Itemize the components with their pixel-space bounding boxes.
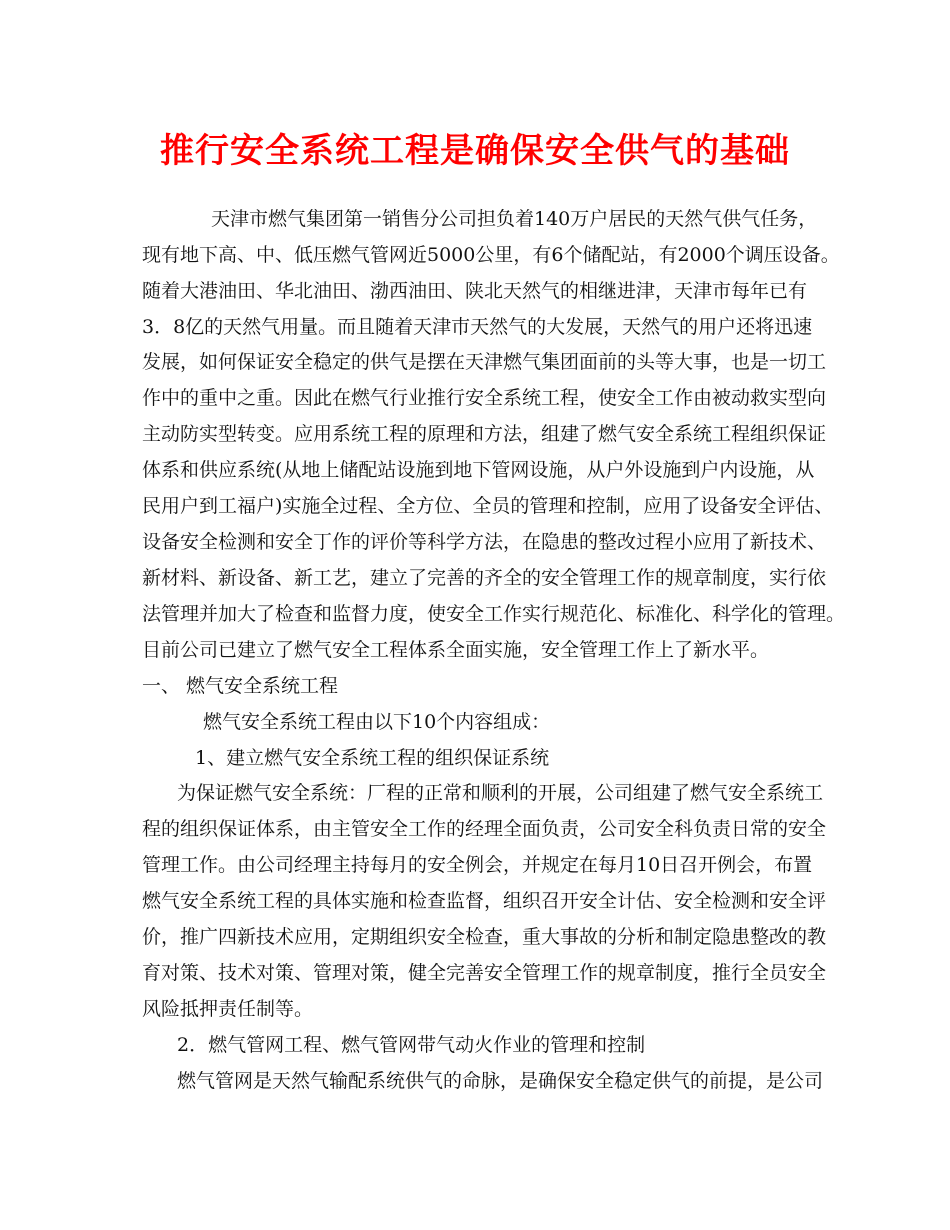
- subsection-heading: 1、建立燃气安全系统工程的组织保证系统: [195, 747, 550, 769]
- body-line: 燃气管网是天然气输配系统供气的命脉，是确保安全稳定供气的前提，是公司: [177, 1070, 824, 1092]
- body-line: 发展，如何保证安全稳定的供气是摆在天津燃气集团面前的头等大事，也是一切工: [142, 351, 827, 373]
- body-line: 法管理并加大了检查和监督力度，使安全工作实行规范化、标准化、科学化的管理。: [142, 603, 846, 625]
- body-line: 主动防实型转变。应用系统工程的原理和方法，组建了燃气安全系统工程组织保证: [142, 423, 827, 445]
- body-line: 价，推广四新技术应用，定期组织安全检查，重大事故的分析和制定隐患整改的教: [142, 926, 827, 948]
- body-line: 随着大港油田、华北油田、渤西油田、陕北天然气的相继进津，天津市每年已有: [142, 280, 808, 302]
- body-line: 民用户到工福户)实施全过程、全方位、全员的管理和控制，应用了设备安全评估、: [142, 495, 834, 517]
- body-line: 管理工作。由公司经理主持每月的安全例会，并规定在每月10日召开例会，布置: [142, 854, 813, 876]
- body-line: 为保证燃气安全系统：厂程的正常和顺利的开展，公司组建了燃气安全系统工: [177, 782, 824, 804]
- body-line: 育对策、技术对策、管理对策，健全完善安全管理工作的规章制度，推行全员安全: [142, 962, 827, 984]
- body-line: 现有地下高、中、低压燃气管网近5000公里，有6个储配站，有2000个调压设备。: [142, 244, 840, 266]
- document-title: 推行安全系统工程是确保安全供气的基础: [160, 131, 790, 171]
- body-line: 设备安全检测和安全丁作的评价等科学方法，在隐患的整改过程小应用了新技术、: [142, 531, 827, 553]
- subsection-heading: 2．燃气管网工程、燃气管网带气动火作业的管理和控制: [177, 1034, 646, 1056]
- body-line: 燃气安全系统工程的具体实施和检查监督，组织召开安全计估、安全检测和安全评: [142, 890, 827, 912]
- body-line: 作中的重中之重。因此在燃气行业推行安全系统工程，使安全工作由被动救实型向: [142, 387, 827, 409]
- body-line: 风险抵押责任制等。: [142, 998, 314, 1020]
- body-line: 目前公司已建立了燃气安全工程体系全面实施，安全管理工作上了新水平。: [142, 639, 770, 661]
- body-line: 体系和供应系统(从地上储配站设施到地下管网设施，从户外设施到户内设施，从: [142, 459, 815, 481]
- body-line: 燃气安全系统工程由以下10个内容组成：: [203, 711, 551, 733]
- body-line: 新材料、新设备、新工艺，建立了完善的齐全的安全管理工作的规章制度，实行依: [142, 567, 827, 589]
- body-line: 程的组织保证体系，由主管安全工作的经理全面负责，公司安全科负责日常的安全: [142, 818, 827, 840]
- section-heading: 一、 燃气安全系统工程: [142, 675, 339, 697]
- body-line: 天津市燃气集团第一销售分公司担负着140万户居民的天然气供气任务，: [211, 208, 818, 230]
- body-line: 3．8亿的天然气用量。而且随着天津巿天然气的大发展，天然气的用户还将迅速: [142, 316, 813, 338]
